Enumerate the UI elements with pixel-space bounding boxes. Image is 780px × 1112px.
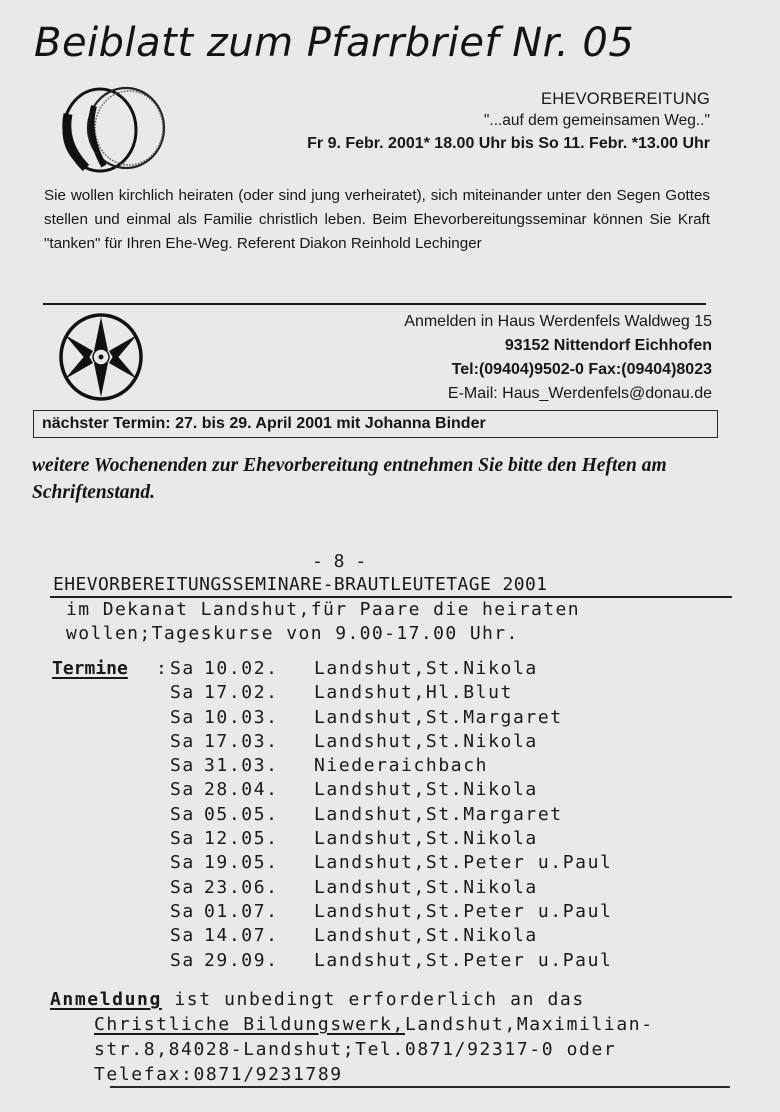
date-day: Sa (170, 949, 195, 971)
event-header (307, 88, 710, 156)
date-row (170, 778, 613, 802)
date-row (170, 730, 613, 754)
date-date: 12.05. (204, 828, 279, 850)
contact-email: E-Mail: Haus_Werdenfels@donau.de (447, 385, 712, 402)
date-date: 31.03. (204, 755, 279, 777)
date-place: Landshut,St.Peter u.Paul (314, 900, 613, 922)
date-place: Landshut,Hl.Blut (314, 682, 513, 704)
registration-line-1: ist unbedingt erforderlich an das (161, 989, 585, 1010)
date-date: 10.03. (204, 706, 279, 728)
registration-label: Anmeldung (50, 989, 162, 1010)
date-place: Landshut,St.Peter u.Paul (314, 949, 613, 971)
contact-address: Anmelden in Haus Werdenfels Waldweg 15 (404, 313, 712, 330)
date-date: 10.02. (204, 658, 279, 679)
registration-line-4: Telefax:0871/9231789 (94, 1064, 343, 1085)
subtitle-line-2: wollen;Tageskurse von 9.00-17.00 Uhr. (66, 623, 519, 644)
wheel-cross-icon (56, 311, 146, 403)
divider (110, 1086, 730, 1088)
date-date: 19.05. (204, 852, 279, 874)
date-place: Niederaichbach (314, 755, 489, 777)
date-row (170, 827, 613, 851)
divider (43, 303, 706, 305)
date-day: Sa (170, 779, 195, 801)
date-row (170, 803, 613, 827)
date-place: Landshut,St.Nikola (314, 876, 538, 898)
date-day: Sa (170, 900, 195, 922)
further-info: weitere Wochenenden zur Ehevorbereitung entnehmen Sie bitte den Heften am Schriftenstand. (32, 455, 667, 503)
date-row (170, 681, 613, 705)
event-category: EHEVORBEREITUNG (541, 90, 710, 108)
date-date: 05.05. (204, 803, 279, 825)
date-day: Sa (170, 755, 195, 777)
date-row (170, 949, 613, 973)
event-motto: "...auf dem gemeinsamen Weg.." (483, 112, 710, 129)
page-number: - 8 - (312, 551, 367, 572)
date-row (170, 754, 613, 778)
dates-label-colon: : (156, 658, 167, 679)
event-dates: Fr 9. Febr. 2001* 18.00 Uhr bis So 11. Febr. *13.00 Uhr (307, 135, 710, 152)
date-place: Landshut,St.Nikola (314, 828, 538, 850)
contact-block (404, 310, 712, 406)
date-day: Sa (170, 682, 195, 704)
date-date: 14.07. (204, 925, 279, 947)
contact-phone: Tel:(09404)9502-0 Fax:(09404)8023 (451, 361, 712, 378)
date-date: 17.02. (204, 682, 279, 704)
event-description: Sie wollen kirchlich heiraten (oder sind jung verheiratet), sich miteinander unter den Segen Gottes stellen und einmal als Familie christlich leben. Beim Ehevorbereitungsseminar können Sie Kraft "tanken" für Ihren Ehe-Weg. Referent Diakon Reinhold Lechinger (44, 187, 710, 252)
date-day: Sa (170, 658, 195, 679)
registration-block (50, 987, 654, 1087)
date-row (170, 657, 613, 681)
date-place: Landshut,St.Margaret (314, 803, 563, 825)
date-place: Landshut,St.Margaret (314, 706, 563, 728)
date-place: Landshut,St.Nikola (314, 925, 538, 947)
date-row (170, 924, 613, 948)
next-date-box: nächster Termin: 27. bis 29. April 2001 mit Johanna Binder (33, 410, 718, 438)
registration-org: Christliche Bildungswerk, (94, 1014, 405, 1035)
date-day: Sa (170, 706, 195, 728)
page-title: Beiblatt zum Pfarrbrief Nr. 05 (34, 20, 635, 66)
contact-city: 93152 Nittendorf Eichhofen (504, 337, 712, 354)
wedding-rings-icon (56, 84, 174, 176)
date-day: Sa (170, 828, 195, 850)
date-date: 28.04. (204, 779, 279, 801)
date-row (170, 851, 613, 875)
subtitle-line-1: im Dekanat Landshut,für Paare die heiraten (66, 599, 580, 620)
date-day: Sa (170, 803, 195, 825)
date-row (170, 706, 613, 730)
dates-label: Termine (52, 658, 128, 679)
date-date: 17.03. (204, 730, 279, 752)
date-row (170, 900, 613, 924)
date-day: Sa (170, 852, 195, 874)
date-place: Landshut,St.Nikola (314, 779, 538, 801)
registration-line-2: Landshut,Maximilian- (404, 1014, 654, 1035)
registration-line-3: str.8,84028-Landshut;Tel.0871/92317-0 oder (94, 1039, 617, 1060)
date-row (170, 876, 613, 900)
date-day: Sa (170, 876, 195, 898)
date-day: Sa (170, 730, 195, 752)
date-place: Landshut,St.Nikola (314, 658, 538, 679)
date-date: 01.07. (204, 900, 279, 922)
date-place: Landshut,St.Peter u.Paul (314, 852, 613, 874)
date-day: Sa (170, 925, 195, 947)
date-date: 23.06. (204, 876, 279, 898)
seminar-subtitle (66, 598, 580, 646)
seminar-dates-list (170, 657, 613, 973)
date-place: Landshut,St.Nikola (314, 730, 538, 752)
seminar-title: EHEVORBEREITUNGSSEMINARE-BRAUTLEUTETAGE 2001 (53, 574, 548, 595)
date-date: 29.09. (204, 949, 279, 971)
